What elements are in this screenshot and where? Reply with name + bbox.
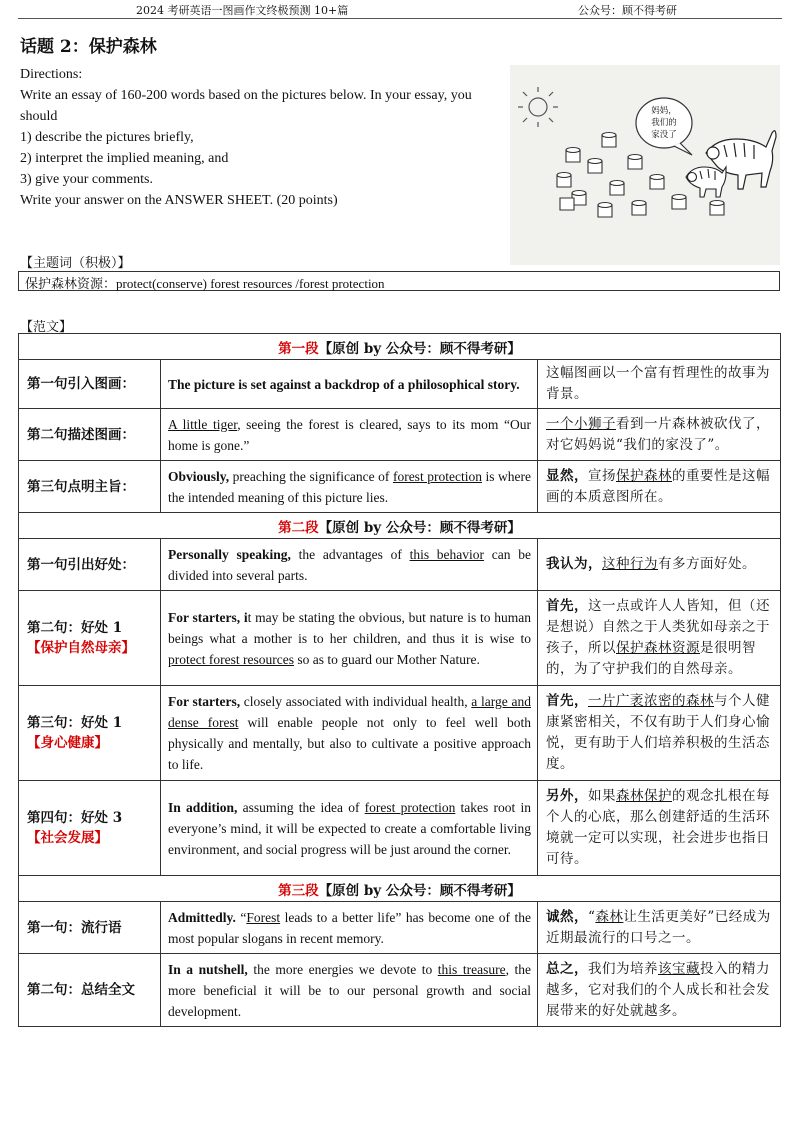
english-sentence: [161, 954, 538, 1027]
text-segment: so as to guard our Mother Nature.: [293, 651, 480, 667]
directions-line: Write your answer on the ANSWER SHEET. (20 points): [20, 193, 338, 208]
section-header: [19, 876, 781, 902]
text-segment: the more energies we devote to: [247, 961, 438, 977]
text-segment: , the more beneficial it will be to our personal growth and social development.: [168, 961, 531, 1019]
section-header: [19, 513, 781, 539]
sentence-label: [19, 539, 161, 591]
underlined-phrase: forest protection: [392, 468, 482, 484]
table-row: [19, 781, 781, 876]
cartoon-drawing: [510, 65, 780, 265]
sentence-label-topic: 【保护自然母亲】: [27, 640, 135, 656]
text-segment: can be divided into several parts.: [168, 546, 531, 583]
sentence-label-topic: 【社会发展】: [27, 830, 108, 846]
chinese-translation: [538, 781, 781, 876]
table-row: [19, 409, 781, 461]
underlined-phrase: 这种行为: [602, 556, 658, 572]
section-credit: 【原创 by 公众号：顾不得考研】: [318, 882, 521, 899]
underlined-phrase: 保护森林资源: [616, 640, 700, 656]
sentence-label: [19, 409, 161, 461]
underlined-phrase: this behavior: [409, 546, 485, 562]
directions-line: 2) interpret the implied meaning, and: [20, 151, 229, 166]
lead-phrase: Personally speaking,: [168, 546, 291, 562]
directions: [20, 64, 510, 211]
lead-phrase: 我认为，: [546, 556, 602, 572]
sentence-label: [19, 902, 161, 954]
sentence-label: [19, 686, 161, 781]
text-segment: leads to a better life” has become one of the most popular slogans in recent memory.: [168, 909, 531, 946]
text-segment: 的观念扎根在每个人的心底，那么创建舒适的生活环境就一定可以实现，社会进步也指日可待。: [546, 788, 770, 867]
speech-line: 家没了: [651, 130, 677, 140]
table-row: [19, 902, 781, 954]
tiger-cub-icon: [686, 167, 726, 197]
section-credit: 【原创 by 公众号：顾不得考研】: [318, 519, 521, 536]
text-segment: assuming the idea of: [237, 799, 365, 815]
section-header-row: [19, 876, 781, 902]
lead-phrase: In a nutshell,: [168, 961, 248, 977]
table-row: [19, 360, 781, 409]
chinese-translation: [538, 461, 781, 513]
text-segment: “: [235, 909, 247, 925]
table-row: [19, 461, 781, 513]
lead-phrase: For starters,: [168, 694, 241, 709]
text-segment: 这幅图画以一个富有哲理性的故事为背景。: [546, 365, 770, 402]
lead-phrase: 显然，: [546, 467, 588, 484]
underlined-phrase: a large and dense forest: [168, 694, 531, 730]
keywords-box: [18, 271, 780, 291]
chinese-translation: [538, 686, 781, 781]
prompt-cartoon: [510, 65, 780, 265]
speech-line: 我们的: [651, 118, 677, 128]
sentence-label: [19, 781, 161, 876]
text-segment: the advantages of: [290, 546, 410, 562]
sentence-label-text: 第一句引出好处：: [27, 556, 135, 573]
section-header-row: [19, 334, 781, 360]
model-essay-table: [18, 333, 781, 1027]
text-segment: closely associated with individual health,: [240, 694, 472, 709]
sentence-label-text: 第三句点明主旨：: [27, 478, 135, 495]
text-segment: 宣扬: [588, 467, 616, 484]
english-sentence: [161, 686, 538, 781]
underlined-phrase: protect forest resources: [168, 651, 294, 667]
text-segment: takes root in everyone’s mind, it will be expected to create a comfortable living environment, and social progress will be just around the corner.: [168, 799, 531, 857]
sentence-label-text: 第二句描述图画：: [27, 426, 135, 443]
essay-table-body: [19, 334, 781, 1027]
underlined-phrase: 保护森林: [616, 467, 672, 484]
text-segment: 与个人健康紧密相关，不仅有助于人们身心愉悦，更有助于人们培养积极的生活态度。: [546, 693, 770, 772]
page-header: [18, 0, 782, 19]
section-header-row: [19, 513, 781, 539]
english-sentence: [161, 461, 538, 513]
section-number: 第一段: [278, 340, 319, 357]
english-sentence: [161, 360, 538, 409]
table-row: [19, 686, 781, 781]
underlined-phrase: forest protection: [364, 799, 456, 815]
lead-phrase: In addition,: [168, 799, 238, 815]
text-segment: 有多方面好处。: [658, 556, 756, 572]
underlined-phrase: 森林保护: [616, 788, 672, 804]
text-segment: preaching the significance of: [229, 468, 393, 484]
table-row: [19, 954, 781, 1027]
header-right-text: 公众号：顾不得考研: [578, 4, 677, 17]
table-row: [19, 539, 781, 591]
lead-phrase: 另外，: [546, 788, 588, 804]
text-segment: 如果: [588, 788, 616, 804]
chinese-translation: [538, 539, 781, 591]
section-number: 第二段: [278, 519, 319, 536]
section-credit: 【原创 by 公众号：顾不得考研】: [318, 340, 521, 357]
section-header: [19, 334, 781, 360]
directions-line: Directions:: [20, 67, 83, 82]
text-segment: t may be stating the obvious, but nature is to human beings what a mother is to her children, and thus it is wise to: [168, 609, 531, 646]
speech-bubble: [636, 98, 692, 155]
underlined-phrase: 一个小狮子: [546, 415, 616, 432]
text-segment: 是很明智的，为了守护我们的自然母亲。: [546, 640, 756, 677]
text-segment: 这一点或许人人皆知，但（还是想说）自然之于人类犹如母亲之于孩子，所以: [546, 598, 770, 656]
lead-phrase: For starters, i: [168, 609, 248, 625]
lead-phrase: 首先，: [546, 693, 588, 709]
sentence-label-text: 第一句：流行语: [27, 919, 122, 936]
underlined-phrase: Forest: [246, 909, 281, 925]
sentence-label: [19, 360, 161, 409]
chinese-translation: [538, 591, 781, 686]
directions-line: Write an essay of 160-200 words based on the pictures below. In your essay, you should: [20, 88, 472, 124]
sentence-label: [19, 461, 161, 513]
lead-phrase: Obviously,: [168, 468, 230, 484]
underlined-phrase: 一片广袤浓密的森林: [588, 693, 714, 709]
sentence-label-text: 第三句：好处 1: [27, 715, 123, 731]
lead-phrase: Admittedly.: [168, 909, 236, 925]
keywords-content: 保护森林资源：protect(conserve) forest resources /forest protection: [25, 276, 385, 291]
text-segment: will enable people not only to feel well both physically and mentally, but also to cultivate a positive approach to life.: [168, 715, 531, 772]
directions-line: 3) give your comments.: [20, 172, 153, 187]
sentence-label-topic: 【身心健康】: [27, 735, 108, 751]
chinese-translation: [538, 360, 781, 409]
chinese-translation: [538, 409, 781, 461]
sentence-label-text: 第一句引入图画：: [27, 376, 135, 392]
text-segment: 投入的精力越多，它对我们的个人成长和社会发展带来的好处就越多。: [546, 960, 770, 1019]
section-number: 第三段: [278, 882, 319, 899]
english-sentence: [161, 539, 538, 591]
text-segment: 看到一片森林被砍伐了，对它妈妈说“我们的家没了”。: [546, 415, 770, 453]
underlined-phrase: this treasure: [437, 961, 506, 977]
chinese-translation: [538, 954, 781, 1027]
text-segment: “: [588, 908, 596, 925]
text-segment: 让生活更美好”已经成为近期最流行的口号之一。: [546, 908, 771, 946]
table-row: [19, 591, 781, 686]
underlined-phrase: A little tiger: [168, 416, 238, 432]
sentence-label-text: 第四句：好处 3: [27, 810, 123, 826]
directions-line: 1) describe the pictures briefly,: [20, 130, 194, 145]
lead-phrase: 诚然，: [546, 908, 588, 925]
sentence-label-text: 第二句：好处 1: [27, 620, 123, 636]
sentence-label-text: 第二句：总结全文: [27, 982, 135, 998]
chinese-translation: [538, 902, 781, 954]
speech-line: 妈妈，: [651, 106, 677, 116]
sentence-label: [19, 954, 161, 1027]
text-segment: , seeing the forest is cleared, says to its mom “Our home is gone.”: [168, 416, 532, 453]
english-sentence: [161, 591, 538, 686]
text-segment: 我们为培养: [588, 960, 658, 977]
lead-phrase: The picture is set against a backdrop of a philosophical story.: [168, 376, 520, 392]
english-sentence: [161, 409, 538, 461]
lead-phrase: 总之，: [546, 960, 588, 977]
text-segment: 的重要性是这幅画的本质意图所在。: [546, 467, 770, 505]
header-left-text: 2024 考研英语一图画作文终极预测 10+篇: [136, 4, 349, 17]
sentence-label: [19, 591, 161, 686]
underlined-phrase: 该宝藏: [658, 960, 700, 977]
underlined-phrase: 森林: [595, 908, 624, 925]
keywords-title: 【主题词（积极）】: [20, 256, 131, 271]
text-segment: is where the intended meaning of this picture lies.: [168, 468, 531, 505]
model-essay-title: 【范文】: [20, 320, 73, 335]
topic-title: 话题 2：保护森林: [20, 37, 157, 57]
english-sentence: [161, 902, 538, 954]
english-sentence: [161, 781, 538, 876]
lead-phrase: 首先，: [546, 598, 588, 614]
sun-icon: [518, 87, 558, 127]
